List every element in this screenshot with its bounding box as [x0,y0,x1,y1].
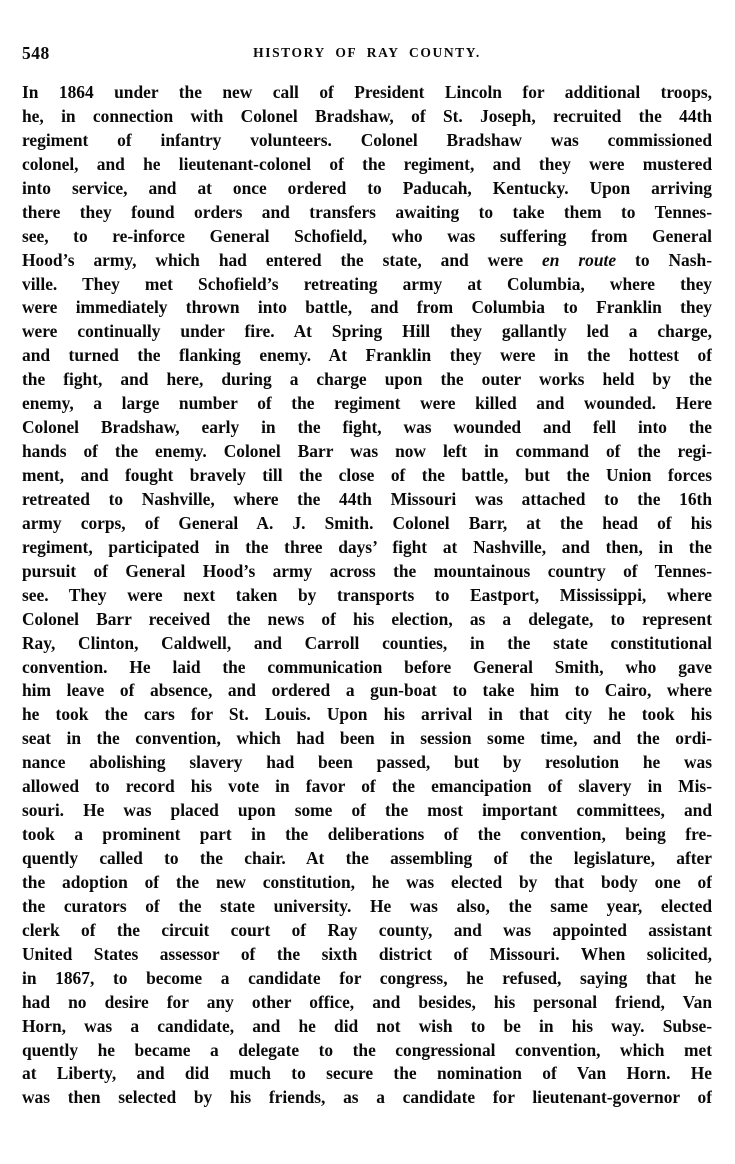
text-segment: and turned the flanking enemy. At Franklin they were in the hottest of [22,345,712,366]
text-line [22,703,712,727]
page-number: 548 [22,43,50,63]
text-segment: Colonel Bradshaw, early in the fight, was wounded and fell into the [22,417,712,438]
text-line [22,129,712,153]
text-line [22,344,712,368]
text-segment: seat in the convention, which had been in session some time, and the ordi- [22,728,712,749]
text-segment: allowed to record his vote in favor of the emancipation of slavery in Mis- [22,776,712,797]
text-segment: was then selected by his friends, as a candidate for lieutenant-governor of [22,1087,712,1108]
text-line [22,512,712,536]
text-line [22,775,712,799]
italic-text-segment: en route [542,249,617,270]
text-segment: he took the cars for St. Louis. Upon his arrival in that city he took his [22,704,712,725]
running-header-title: HISTORY OF RAY COUNTY. [253,45,481,60]
body-text [22,81,712,1110]
text-segment: the fight, and here, during a charge upon the outer works held by the [22,369,712,390]
text-line [22,679,712,703]
text-line [22,201,712,225]
text-segment: United States assessor of the sixth district of Missouri. When solicited, [22,943,712,964]
text-line [22,225,712,249]
text-line [22,1015,712,1039]
text-segment: colonel, and he lieutenant-colonel of the regiment, and they were mustered [22,153,712,174]
text-line [22,727,712,751]
text-segment: were immediately thrown into battle, and from Columbia to Franklin they [22,297,712,318]
text-line [22,560,712,584]
text-segment: there they found orders and transfers awaiting to take them to Tennes- [22,201,712,222]
text-line [22,464,712,488]
text-line [22,488,712,512]
text-segment: ville. They met Schofield’s retreating army at Columbia, where they [22,273,712,294]
text-line [22,153,712,177]
text-segment: Horn, was a candidate, and he did not wish to be in his way. Subse- [22,1015,712,1036]
text-line [22,871,712,895]
text-line [22,416,712,440]
text-segment: army corps, of General A. J. Smith. Colonel Barr, at the head of his [22,512,712,533]
text-line [22,608,712,632]
page-header [22,44,712,62]
text-line [22,273,712,297]
text-segment: regiment of infantry volunteers. Colonel Bradshaw was commissioned [22,129,712,150]
text-segment: the adoption of the new constitution, he was elected by that body one of [22,871,712,892]
text-segment: quently he became a delegate to the congressional convention, which met [22,1039,712,1060]
text-line [22,584,712,608]
text-line [22,895,712,919]
text-segment: quently called to the chair. At the assembling of the legislature, after [22,848,712,868]
text-segment: had no desire for any other office, and besides, his personal friend, Van [22,991,712,1012]
text-segment: nance abolishing slavery had been passed, but by resolution he was [22,752,712,773]
text-line [22,536,712,560]
text-segment: took a prominent part in the deliberations of the convention, being fre- [22,824,712,845]
text-line [22,656,712,680]
text-line [22,967,712,991]
text-segment: ment, and fought bravely till the close of the battle, but the Union forces [22,465,712,485]
text-segment: into service, and at once ordered to Paducah, Kentucky. Upon arriving [22,177,712,198]
text-line [22,847,712,871]
text-line [22,799,712,823]
text-segment: him leave of absence, and ordered a gun-boat to take him to Cairo, where [22,680,712,701]
text-segment: Colonel Barr received the news of his election, as a delegate, to represent [22,608,712,629]
text-segment: convention. He laid the communication before General Smith, who gave [22,656,712,677]
text-line [22,368,712,392]
text-segment: to Nash- [616,249,712,270]
text-segment: enemy, a large number of the regiment were killed and wounded. Here [22,393,712,414]
text-line [22,1039,712,1063]
text-line [22,1062,712,1086]
text-segment: souri. He was placed upon some of the most important committees, and [22,800,712,821]
text-line [22,440,712,464]
text-segment: pursuit of General Hood’s army across the mountainous country of Tennes- [22,560,712,581]
text-segment: clerk of the circuit court of Ray county, and was appointed assistant [22,919,712,940]
text-line [22,296,712,320]
text-segment: see, to re-inforce General Schofield, who was suffering from General [22,225,712,246]
text-line [22,632,712,656]
text-segment: hands of the enemy. Colonel Barr was now left in command of the regi- [22,441,712,462]
text-line [22,249,712,273]
text-line [22,177,712,201]
text-line [22,823,712,847]
text-line [22,392,712,416]
text-segment: regiment, participated in the three days’ fight at Nashville, and then, in the [22,536,712,557]
text-segment: retreated to Nashville, where the 44th Missouri was attached to the 16th [22,488,712,509]
text-segment: the curators of the state university. He was also, the same year, elected [22,895,712,916]
text-segment: In 1864 under the new call of President Lincoln for additional troops, [22,82,712,102]
text-line [22,105,712,129]
text-segment: were continually under fire. At Spring Hill they gallantly led a charge, [22,321,712,342]
text-line [22,751,712,775]
text-line [22,81,712,105]
text-segment: see. They were next taken by transports to Eastport, Mississippi, where [22,584,712,605]
text-line [22,943,712,967]
text-segment: Hood’s army, which had entered the state, and were [22,249,543,270]
text-line [22,320,712,344]
text-segment: at Liberty, and did much to secure the nomination of Van Horn. He [22,1063,712,1084]
text-segment: Ray, Clinton, Caldwell, and Carroll counties, in the state constitutional [22,632,712,653]
text-line [22,1086,712,1110]
text-segment: in 1867, to become a candidate for congress, he refused, saying that he [22,967,712,988]
text-line [22,991,712,1015]
text-line [22,919,712,943]
text-segment: he, in connection with Colonel Bradshaw, of St. Joseph, recruited the 44th [22,105,712,126]
